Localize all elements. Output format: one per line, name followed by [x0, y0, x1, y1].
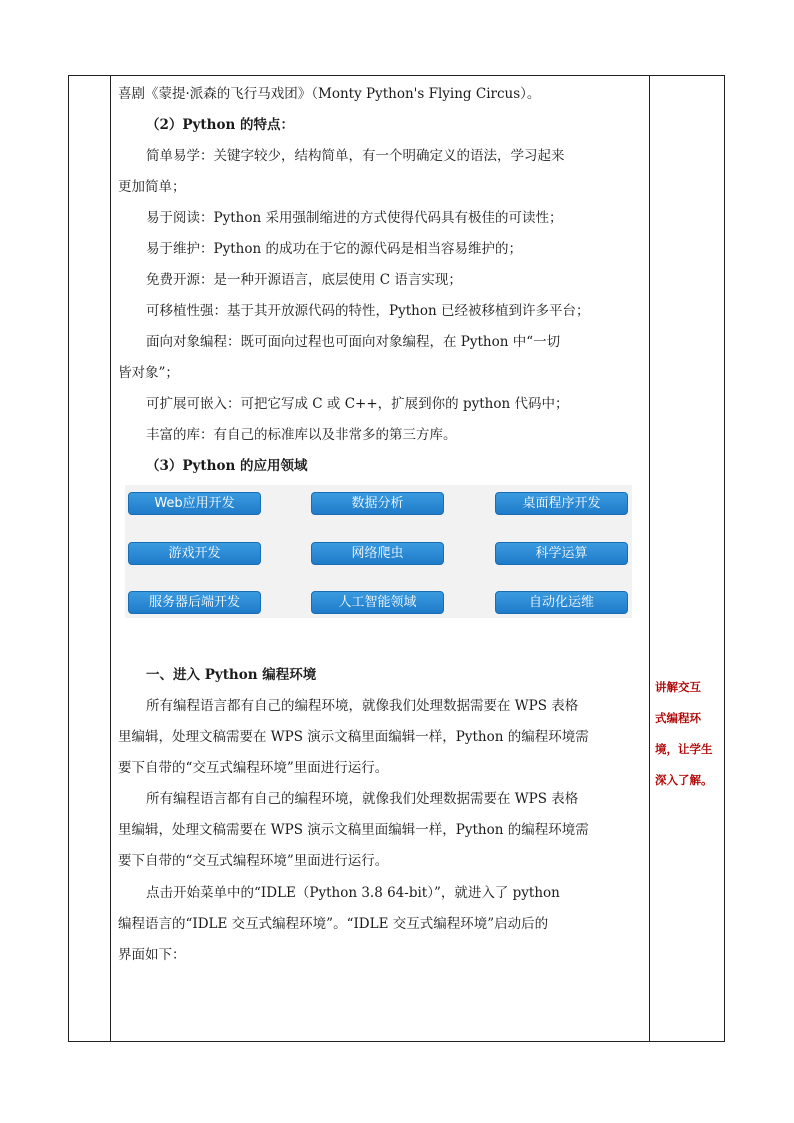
text-line: 所有编程语言都有自己的编程环境，就像我们处理数据需要在 WPS 表格 — [146, 698, 579, 714]
section-heading-applications: （3）Python 的应用领域 — [146, 458, 308, 474]
column-divider-right — [649, 76, 650, 1041]
app-area-automation: 自动化运维 — [495, 591, 628, 614]
text-line: 面向对象编程：既可面向过程也可面向对象编程，在 Python 中“一切 — [146, 334, 561, 350]
app-area-games: 游戏开发 — [128, 542, 261, 565]
text-line: 里编辑，处理文稿需要在 WPS 演示文稿里面编辑一样，Python 的编程环境需 — [118, 729, 589, 745]
app-area-desktop: 桌面程序开发 — [495, 492, 628, 515]
app-area-server-backend: 服务器后端开发 — [128, 591, 261, 614]
app-area-web-crawler: 网络爬虫 — [311, 542, 444, 565]
text-line: 里编辑，处理文稿需要在 WPS 演示文稿里面编辑一样，Python 的编程环境需 — [118, 822, 589, 838]
app-area-data-analysis: 数据分析 — [311, 492, 444, 515]
side-note-line: 深入了解。 — [655, 773, 713, 787]
side-note-line: 式编程环 — [655, 711, 701, 725]
text-line: 要下自带的“交互式编程环境”里面进行运行。 — [118, 760, 389, 776]
text-line: 易于维护：Python 的成功在于它的源代码是相当容易维护的； — [146, 241, 522, 257]
app-area-ai: 人工智能领域 — [311, 591, 444, 614]
section-heading-features: （2）Python 的特点： — [146, 117, 294, 133]
text-line: 界面如下： — [118, 947, 186, 963]
text-line: 丰富的库：有自己的标准库以及非常多的第三方库。 — [146, 427, 457, 443]
lesson-table — [68, 75, 725, 1042]
text-line: 简单易学：关键字较少，结构简单，有一个明确定义的语法，学习起来 — [146, 148, 565, 164]
text-line: 可扩展可嵌入：可把它写成 C 或 C++，扩展到你的 python 代码中； — [146, 396, 569, 412]
text-line: 皆对象”； — [118, 365, 179, 381]
text-line: 点击开始菜单中的“IDLE（Python 3.8 64-bit）”，就进入了 python — [146, 885, 560, 901]
text-line: 更加简单； — [118, 179, 186, 195]
text-line: 编程语言的“IDLE 交互式编程环境”。“IDLE 交互式编程环境”启动后的 — [118, 916, 549, 932]
app-area-web: Web应用开发 — [128, 492, 261, 515]
side-note-line: 讲解交互 — [655, 680, 701, 694]
text-line: 免费开源：是一种开源语言，底层使用 C 语言实现； — [146, 272, 462, 288]
text-line: 喜剧《蒙提·派森的飞行马戏团》（Monty Python's Flying Circus）。 — [118, 86, 541, 102]
side-note-line: 境，让学生 — [655, 742, 713, 756]
text-line: 要下自带的“交互式编程环境”里面进行运行。 — [118, 853, 389, 869]
app-area-scientific-computing: 科学运算 — [495, 542, 628, 565]
text-line: 所有编程语言都有自己的编程环境，就像我们处理数据需要在 WPS 表格 — [146, 791, 579, 807]
column-divider-left — [110, 76, 111, 1041]
application-areas-grid — [125, 485, 632, 618]
text-line: 易于阅读：Python 采用强制缩进的方式使得代码具有极佳的可读性； — [146, 210, 563, 226]
text-line: 可移植性强：基于其开放源代码的特性，Python 已经被移植到许多平台； — [146, 303, 590, 319]
section-heading-environment: 一、进入 Python 编程环境 — [146, 667, 317, 683]
